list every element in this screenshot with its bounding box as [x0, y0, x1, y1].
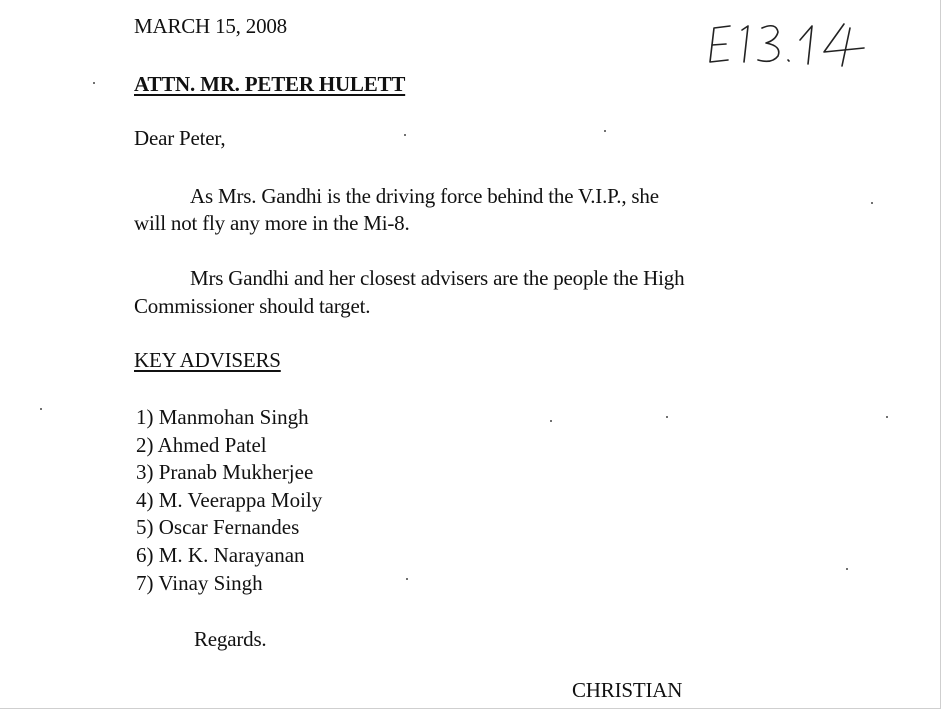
scan-speck — [550, 420, 552, 422]
exhibit-mark-handwritten — [704, 18, 900, 70]
adviser-list-item: 4) M. Veerappa Moily — [136, 488, 323, 512]
scan-speck — [886, 416, 888, 418]
letter-date: MARCH 15, 2008 — [134, 14, 287, 38]
signature: CHRISTIAN — [572, 678, 683, 702]
scan-speck — [93, 82, 95, 84]
adviser-list-item: 2) Ahmed Patel — [136, 433, 267, 457]
adviser-list-item: 7) Vinay Singh — [136, 571, 263, 595]
scan-speck — [40, 408, 42, 410]
scan-speck — [406, 578, 408, 580]
adviser-list-item: 1) Manmohan Singh — [136, 405, 309, 429]
adviser-list-item: 5) Oscar Fernandes — [136, 515, 300, 539]
scan-speck — [666, 416, 668, 418]
attention-line: ATTN. MR. PETER HULETT — [134, 72, 406, 96]
scan-speck — [871, 202, 873, 204]
paragraph-2-line-2: Commissioner should target. — [134, 294, 371, 318]
closing: Regards. — [194, 627, 267, 651]
scan-speck — [846, 568, 848, 570]
paragraph-1-line-1: As Mrs. Gandhi is the driving force behind the V.I.P., she — [190, 184, 659, 208]
advisers-heading: KEY ADVISERS — [134, 348, 281, 372]
adviser-list-item: 3) Pranab Mukherjee — [136, 460, 314, 484]
paragraph-2-line-1: Mrs Gandhi and her closest advisers are the people the High — [190, 266, 685, 290]
adviser-list-item: 6) M. K. Narayanan — [136, 543, 305, 567]
salutation: Dear Peter, — [134, 126, 226, 150]
scan-speck — [604, 130, 606, 132]
paragraph-1-line-2: will not fly any more in the Mi-8. — [134, 211, 410, 235]
scan-speck — [404, 134, 406, 136]
